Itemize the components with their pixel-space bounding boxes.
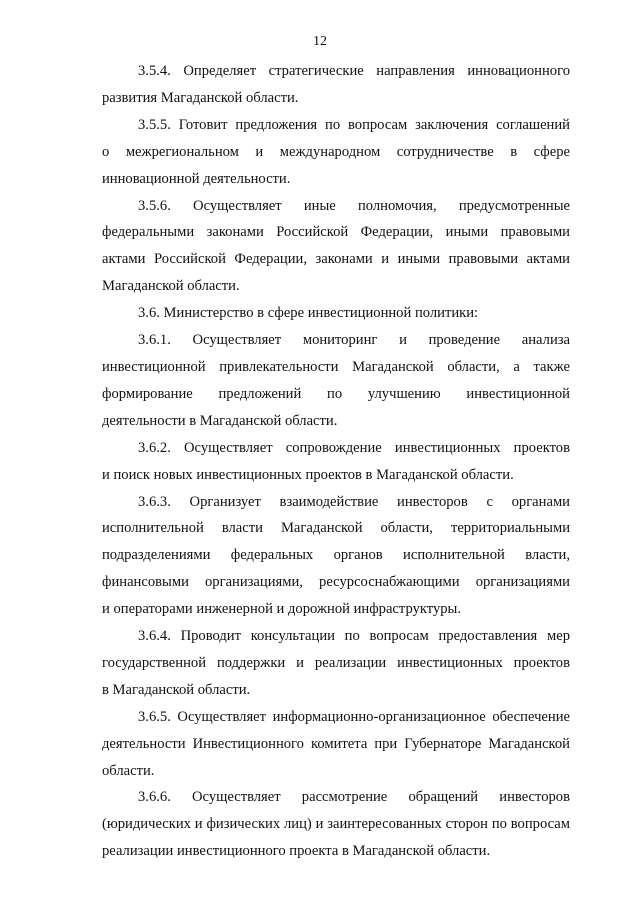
- paragraph-line: финансовыми организациями, ресурсоснабжающими организациями: [102, 574, 570, 591]
- paragraph-line: 3.6.1. Осуществляет мониторинг и проведение анализа: [138, 332, 570, 349]
- paragraph-line: 3.6.6. Осуществляет рассмотрение обращений инвесторов: [138, 789, 570, 806]
- paragraph-line: области.: [102, 762, 155, 779]
- paragraph-line: и поиск новых инвестиционных проектов в Магаданской области.: [102, 466, 514, 483]
- paragraph-line: о межрегиональном и международном сотрудничестве в сфере: [102, 143, 570, 160]
- paragraph-line: формирование предложений по улучшению инвестиционной: [102, 385, 570, 402]
- paragraph: [102, 193, 570, 301]
- paragraph-line: инновационной деятельности.: [102, 170, 291, 187]
- paragraph-line: Магаданской области.: [102, 278, 240, 295]
- paragraph-line: инвестиционной привлекательности Магаданской области, а также: [102, 358, 570, 375]
- paragraph: [102, 327, 570, 435]
- paragraph-line: федеральными законами Российской Федерации, иными правовыми: [102, 224, 570, 241]
- paragraph: [102, 489, 570, 624]
- paragraph: [102, 435, 570, 489]
- paragraph-line: в Магаданской области.: [102, 681, 251, 698]
- paragraph: [102, 623, 570, 704]
- paragraph-line: государственной поддержки и реализации инвестиционных проектов: [102, 654, 570, 671]
- paragraph-line: 3.5.5. Готовит предложения по вопросам заключения соглашений: [138, 116, 570, 133]
- paragraph-line: реализации инвестиционного проекта в Магаданской области.: [102, 843, 491, 860]
- paragraph-line: 3.6.5. Осуществляет информационно-организационное обеспечение: [138, 708, 570, 725]
- document-body: [102, 58, 570, 865]
- paragraph-line: развития Магаданской области.: [102, 89, 299, 106]
- paragraph-line: 3.5.6. Осуществляет иные полномочия, предусмотренные: [138, 197, 570, 214]
- paragraph-line: деятельности Инвестиционного комитета при Губернаторе Магаданской: [102, 735, 570, 752]
- paragraph-line: актами Российской Федерации, законами и иными правовыми актами: [102, 251, 570, 268]
- paragraph-line: 3.6. Министерство в сфере инвестиционной политики:: [138, 305, 479, 322]
- paragraph: [102, 704, 570, 785]
- paragraph-line: 3.6.4. Проводит консультации по вопросам предоставления мер: [138, 628, 570, 645]
- paragraph-line: деятельности в Магаданской области.: [102, 412, 338, 429]
- paragraph-line: 3.5.4. Определяет стратегические направления инновационного: [138, 63, 570, 79]
- paragraph-line: 3.6.3. Организует взаимодействие инвесторов с органами: [138, 493, 570, 510]
- paragraph-line: 3.6.2. Осуществляет сопровождение инвестиционных проектов: [138, 439, 570, 456]
- paragraph: [102, 784, 570, 865]
- page-number: 12: [313, 34, 327, 49]
- paragraph-line: исполнительной власти Магаданской области, территориальными: [102, 520, 570, 537]
- paragraph: [102, 300, 570, 327]
- paragraph-line: и операторами инженерной и дорожной инфраструктуры.: [102, 601, 461, 618]
- paragraph: [102, 112, 570, 193]
- paragraph-line: (юридических и физических лиц) и заинтересованных сторон по вопросам: [102, 816, 570, 833]
- paragraph-line: подразделениями федеральных органов исполнительной власти,: [102, 547, 570, 564]
- paragraph: [102, 58, 570, 112]
